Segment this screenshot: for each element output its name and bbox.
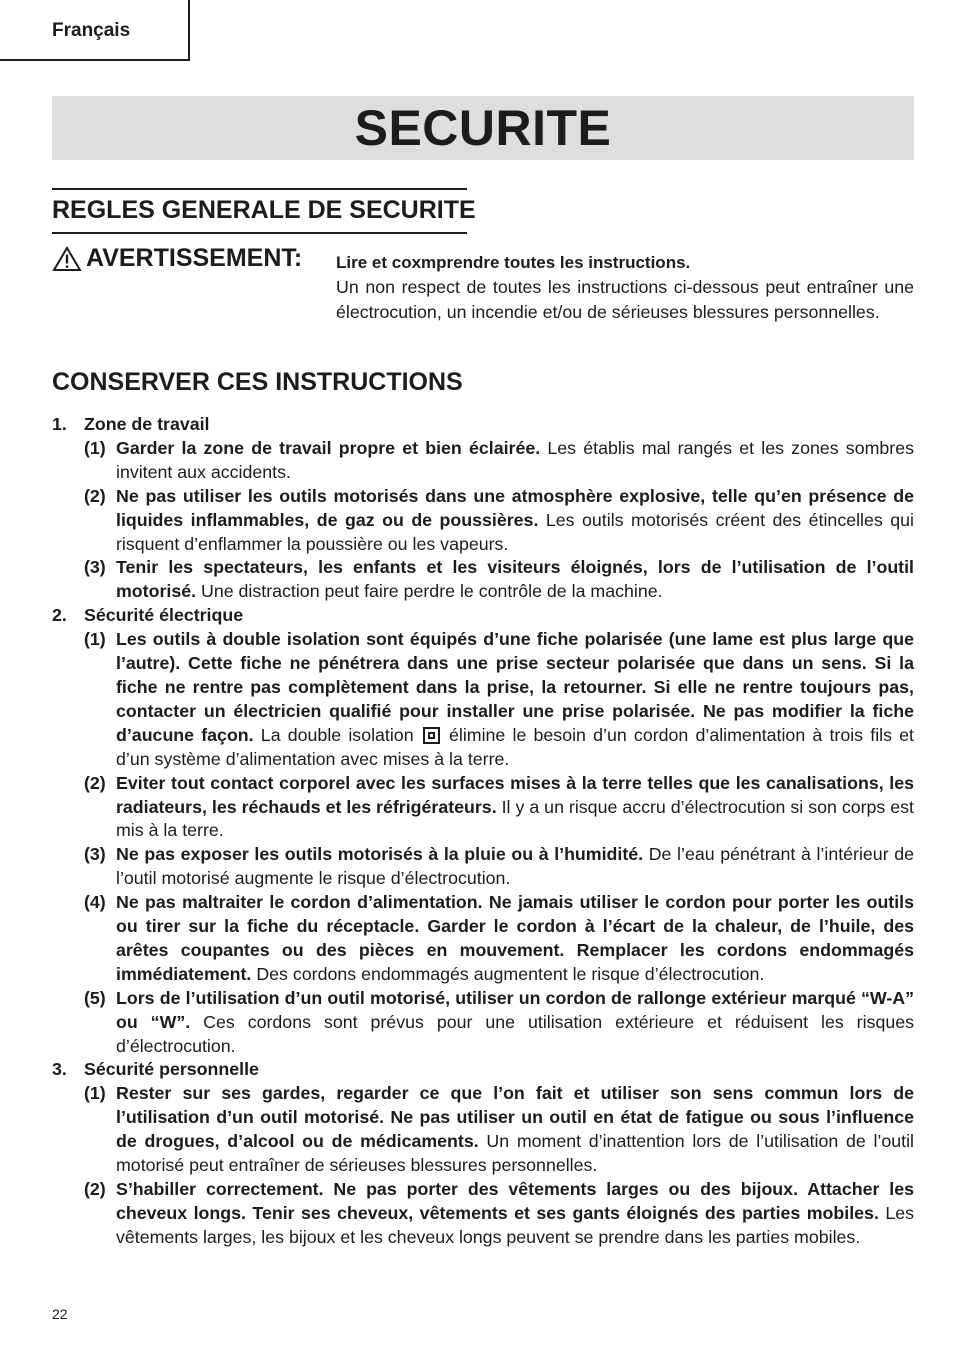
list-item bbox=[52, 437, 914, 485]
item-text: Les vêtements larges, les bijoux et les cheveux longs peuvent se prendre dans les parties mobiles. bbox=[116, 1202, 915, 1247]
item-number: (1) bbox=[84, 437, 106, 458]
warning-triangle-icon bbox=[52, 246, 82, 272]
item-bold-text: Eviter tout contact corporel avec les surfaces mises à la terre telles que les canalisations, les radiateurs, les réchauds et les réfrigérateurs. bbox=[116, 772, 914, 817]
page-title: SECURITE bbox=[354, 100, 612, 156]
item-bold-text: Tenir les spectateurs, les enfants et les visiteurs éloignés, lors de l’utilisation de l’outil motorisé. bbox=[116, 557, 914, 602]
section-title-text: Sécurité personnelle bbox=[84, 1059, 259, 1080]
item-text: La double isolation bbox=[253, 724, 414, 745]
list-item bbox=[52, 1178, 914, 1250]
language-tab bbox=[0, 0, 190, 61]
list-item bbox=[52, 556, 914, 604]
page-number: 22 bbox=[52, 1306, 68, 1322]
title-banner bbox=[52, 96, 914, 160]
section-electrical-safety bbox=[52, 604, 914, 1058]
item-text: Ces cordons sont prévus pour une utilisation extérieure et réduisent les risques d’électrocution. bbox=[116, 1011, 914, 1056]
section-title-text: Zone de travail bbox=[84, 414, 210, 434]
item-number: (2) bbox=[84, 772, 106, 793]
item-number: (2) bbox=[84, 1179, 106, 1199]
item-text: Les outils motorisés créent des étincelles qui risquent d’enflammer la poussière ou les vapeurs. bbox=[116, 509, 914, 554]
item-text: Un moment d’inattention lors de l’utilisation de l’outil motorisé peut entraîner de sérieuses blessures personnelles. bbox=[116, 1131, 914, 1176]
section-title bbox=[52, 413, 914, 437]
item-text: De l’eau pénétrant à l’intérieur de l’outil motorisé augmente le risque d’électrocution. bbox=[116, 844, 914, 889]
section-number: 3. bbox=[52, 1059, 67, 1080]
item-bold-text: Garder la zone de travail propre et bien éclairée. bbox=[116, 437, 541, 458]
item-text: Des cordons endommagés augmentent le risque d’électrocution. bbox=[251, 963, 765, 984]
double-insulation-icon bbox=[423, 727, 440, 744]
item-number: (4) bbox=[84, 892, 106, 913]
item-text: Une distraction peut faire perdre le contrôle de la machine. bbox=[196, 581, 663, 602]
warning-label-text: AVERTISSEMENT: bbox=[86, 244, 303, 272]
item-text: Les établis mal rangés et les zones sombres invitent aux accidents. bbox=[116, 437, 914, 482]
language-label: Français bbox=[52, 20, 131, 41]
item-bold-text: Ne pas utiliser les outils motorisés dans une atmosphère explosive, telle qu’en présence de liquides inflammables, de gaz ou de poussières. bbox=[116, 485, 914, 530]
section-number: 2. bbox=[52, 605, 67, 626]
list-item bbox=[52, 891, 914, 987]
safety-rules-list bbox=[52, 413, 914, 1250]
item-text-continued: élimine le besoin d’un cordon d’alimentation à trois fils et d’un système d’alimentation avec mises à la terre. bbox=[116, 724, 915, 769]
list-item bbox=[52, 485, 914, 557]
list-item bbox=[52, 1082, 914, 1178]
section-heading: REGLES GENERALE DE SECURITE bbox=[52, 196, 476, 224]
item-number: (2) bbox=[84, 485, 106, 506]
section-title bbox=[52, 604, 914, 628]
section-work-area bbox=[52, 413, 914, 604]
list-item bbox=[52, 987, 914, 1059]
section-personal-safety bbox=[52, 1058, 914, 1249]
warning-lead: Lire et coxmprendre toutes les instructions. bbox=[336, 253, 691, 272]
warning-body bbox=[336, 250, 914, 325]
list-item bbox=[52, 628, 914, 771]
item-bold-text: Rester sur ses gardes, regarder ce que l’on fait et utiliser son sens commun lors de l’utilisation d’un outil motorisé. Ne pas utiliser un outil en état de fatigue ou sous l’influence de drogues, d’alcool ou de médicaments. bbox=[116, 1083, 914, 1152]
item-number: (3) bbox=[84, 557, 106, 578]
section-title bbox=[52, 1058, 914, 1082]
warning-text: Un non respect de toutes les instructions ci-dessous peut entraîner une électrocution, un incendie et/ou de sérieuses blessures personnelles. bbox=[336, 277, 914, 322]
list-item bbox=[52, 843, 914, 891]
item-bold-text: Lors de l’utilisation d’un outil motorisé, utiliser un cordon de rallonge extérieur marqué “W-A” ou “W”. bbox=[116, 987, 914, 1032]
item-number: (5) bbox=[84, 987, 106, 1008]
item-number: (1) bbox=[84, 629, 106, 650]
section-heading-box bbox=[52, 188, 476, 234]
section-title-text: Sécurité électrique bbox=[84, 605, 244, 626]
list-item bbox=[52, 772, 914, 844]
warning-label bbox=[52, 244, 302, 273]
item-bold-text: Les outils à double isolation sont équipés d’une fiche polarisée (une lame est plus large que l’autre). Cette fiche ne pénétrera dans une prise secteur polarisée que dans un sens. Si la fiche ne rentre pas complètement dans la prise, la retourner. Si elle ne rentre toujours pas, contacter un électricien qualifié pour installer une prise polarisée. Ne pas modifier la fiche d’aucune façon. bbox=[116, 629, 914, 745]
item-bold-text: Ne pas exposer les outils motorisés à la pluie ou à l’humidité. bbox=[116, 844, 644, 865]
item-bold-text: Ne pas maltraiter le cordon d’alimentation. Ne jamais utiliser le cordon pour porter les outils ou tirer sur la fiche du réceptacle. Garder le cordon à l’écart de la chaleur, de l’huile, des arêtes coupantes ou des pièces en mouvement. Remplacer les cordons endommagés immédiatement. bbox=[116, 892, 914, 984]
item-bold-text: S’habiller correctement. Ne pas porter des vêtements larges ou des bijoux. Attacher les cheveux longs. Tenir ses cheveux, vêtements et ses gants éloignés des parties mobiles. bbox=[116, 1179, 914, 1223]
item-text: Il y a un risque accru d’électrocution si son corps est mis à la terre. bbox=[116, 796, 914, 841]
item-number: (1) bbox=[84, 1083, 106, 1104]
conserver-heading: CONSERVER CES INSTRUCTIONS bbox=[52, 368, 463, 396]
item-number: (3) bbox=[84, 844, 106, 865]
section-number: 1. bbox=[52, 414, 67, 434]
